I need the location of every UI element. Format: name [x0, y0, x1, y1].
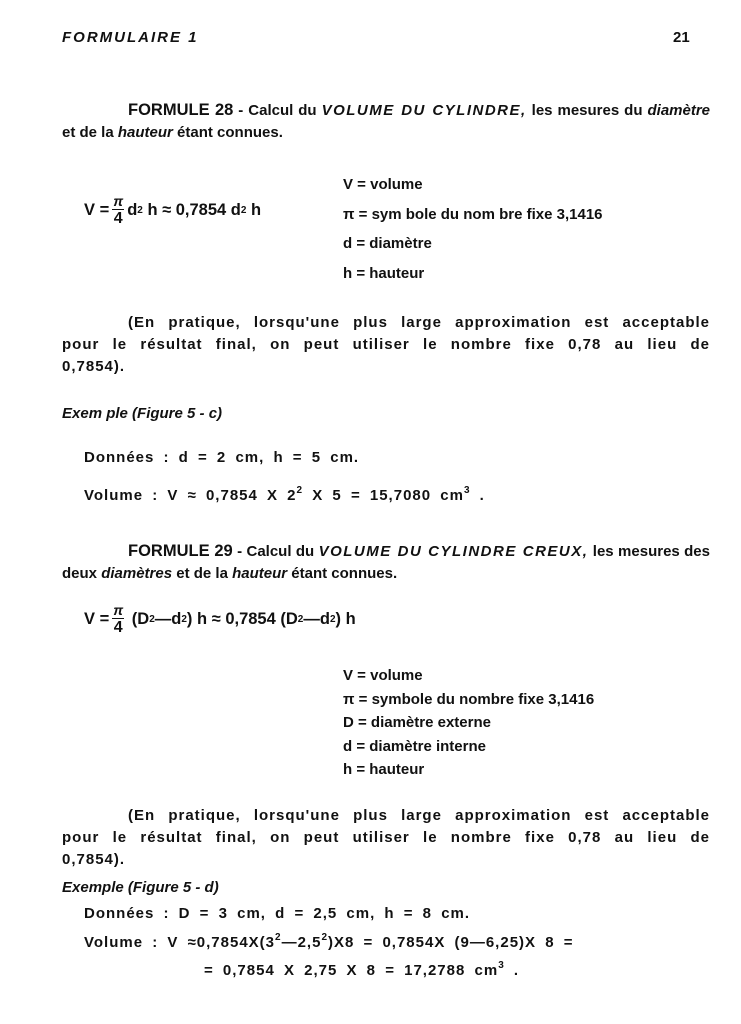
- page-number: 21: [673, 29, 690, 46]
- fraction-pi-over-4: $\frac{\pi}{4}$: [113, 602, 124, 636]
- definition-item: π = sym bole du nom bre fixe 3,1416: [343, 205, 603, 223]
- example-28-title: Exem ple (Figure 5 - c): [62, 405, 223, 422]
- formula-29-definitions: [343, 664, 594, 782]
- example-28-volume: Volume : V ≈ 0,7854 X $2^2$ X 5 = 15,7080 $cm^3$ .: [84, 485, 485, 504]
- definition-item: d = diamètre interne: [343, 737, 486, 755]
- formula-29-heading: FORMULE 29 - Calcul du VOLUME DU CYLINDRE CREUX, les mesures des deux diamètres et de la hauteur étant connues.: [62, 542, 710, 582]
- formula-29-label: FORMULE 29: [128, 542, 233, 560]
- definition-item: h = hauteur: [343, 264, 425, 282]
- example-29-volume-line2: = 0,7854 X 2,75 X 8 = 17,2788 $cm^3$ .: [204, 960, 520, 979]
- definition-item: d = diamètre: [343, 235, 432, 252]
- example-29-volume-line1: Volume : $V \approx 0,7854X(3^2—2,5^2)X8 = 0,7854X$ (9—6,25)X 8 =: [84, 932, 574, 951]
- example-29-title: Exemple (Figure 5 - d): [62, 879, 219, 896]
- formula-29-subject: VOLUME DU CYLINDRE CREUX,: [318, 543, 589, 560]
- example-29-data: Données : D = 3 cm, d = 2,5 cm, h = 8 cm.: [84, 905, 471, 922]
- formula-28-equation: V = $\frac{\pi}{4}$ d 2 h ≈ 0,7854 d 2 h: [84, 193, 262, 227]
- definition-item: V = volume: [343, 667, 423, 684]
- definition-item: π = symbole du nombre fixe 3,1416: [343, 690, 595, 708]
- formula-28-definitions: [343, 170, 603, 288]
- formula-28-label: FORMULE 28: [128, 101, 234, 119]
- formula-28-note: (En pratique, lorsqu'une plus large approximation est acceptable pour le résultat final, on peut utiliser le nombre fixe 0,78 au lieu de 0,7854).: [62, 314, 710, 375]
- formula-29-note: (En pratique, lorsqu'une plus large approximation est acceptable pour le résultat final, on peut utiliser le nombre fixe 0,78 au lieu de 0,7854).: [62, 807, 710, 868]
- definition-item: D = diamètre externe: [343, 714, 491, 731]
- example-28-data: Données : d = 2 cm, h = 5 cm.: [84, 449, 360, 466]
- definition-item: h = hauteur: [343, 761, 425, 778]
- definition-item: V = volume: [343, 176, 423, 193]
- formula-29-equation: V = $\frac{\pi}{4}$ (D 2 —d 2 ) h ≈ 0,7854 (D 2 —d 2 ) h: [84, 602, 356, 636]
- running-header: FORMULAIRE 1: [62, 29, 199, 46]
- fraction-pi-over-4: $\frac{\pi}{4}$: [113, 193, 124, 227]
- formula-28-subject: VOLUME DU CYLINDRE,: [321, 102, 527, 119]
- formula-28-heading: FORMULE 28 - Calcul du VOLUME DU CYLINDRE, les mesures du diamètre et de la hauteur étant connues.: [62, 101, 711, 141]
